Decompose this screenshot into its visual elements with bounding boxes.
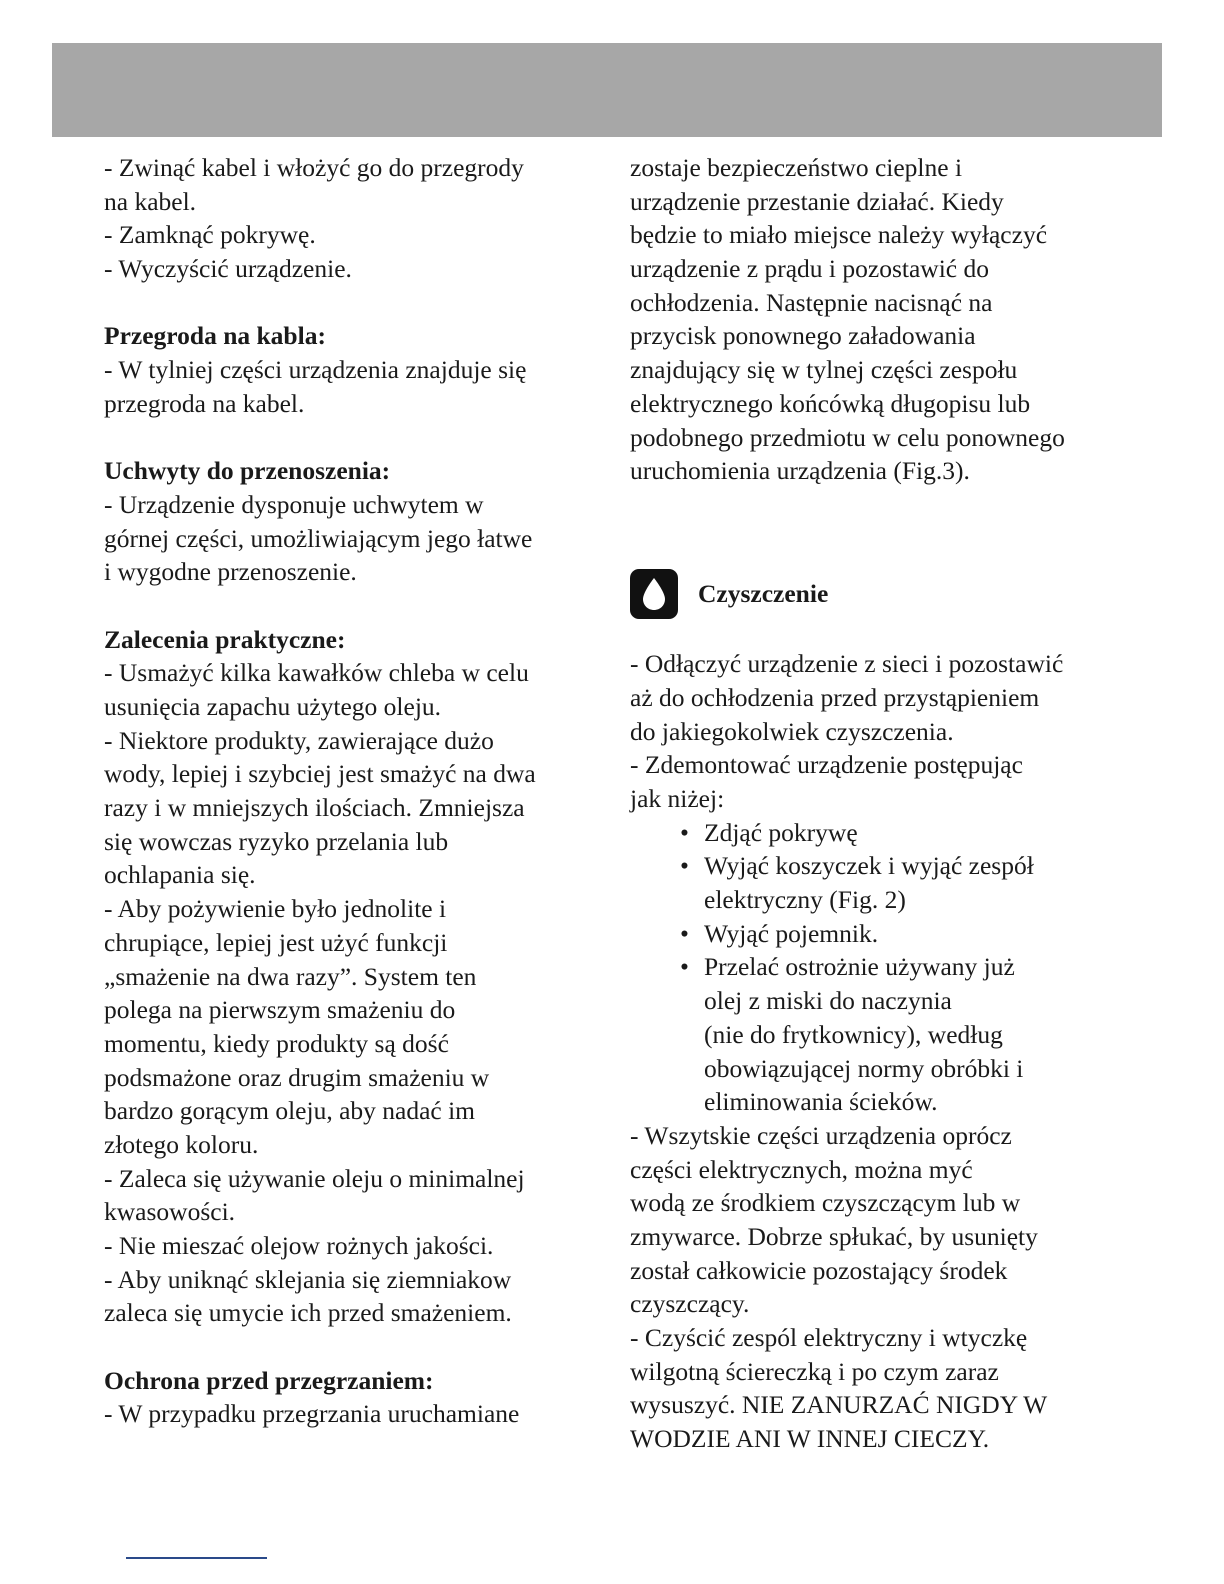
text-line: - Aby uniknąć sklejania się ziemniakow	[104, 1264, 512, 1294]
text-line: bardzo gorącym oleju, aby nadać im	[104, 1096, 476, 1126]
text-line: polega na pierwszym smażeniu do	[104, 995, 456, 1025]
list-item	[630, 917, 1130, 951]
list-item-text: eliminowania ścieków.	[704, 1087, 938, 1117]
text-line: - Odłączyć urządzenie z sieci i pozostawić	[630, 649, 1064, 679]
text-line: - Urządzenie dysponuje uchwytem w	[104, 489, 484, 519]
text-line: przegroda na kabel.	[104, 388, 305, 418]
text-line: - Niektore produkty, zawierające dużo	[104, 725, 494, 755]
text-line: będzie to miało miejsce należy wyłączyć	[630, 220, 1048, 250]
text-line: aż do ochłodzenia przed przystąpieniem	[630, 682, 1040, 712]
list-item-text: elektryczny (Fig. 2)	[704, 885, 906, 915]
bullet: •	[680, 817, 689, 847]
text-line: momentu, kiedy produkty są dość	[104, 1028, 449, 1058]
text-line: wodą ze środkiem czyszczącym lub w	[630, 1188, 1021, 1218]
right-column	[630, 151, 1130, 1456]
bullet: •	[680, 918, 689, 948]
text-line: - Aby pożywienie było jednolite i	[104, 894, 447, 924]
text-line: - Czyścić zespól elektryczny i wtyczkę	[630, 1323, 1028, 1353]
list-item	[630, 816, 1130, 850]
text-line: i wygodne przenoszenie.	[104, 557, 357, 587]
text-line: - Wyczyścić urządzenie.	[104, 254, 352, 284]
list-item-text: Wyjąć pojemnik.	[704, 918, 879, 948]
text-line: został całkowicie pozostający środek	[630, 1255, 1008, 1285]
text-line: „smażenie na dwa razy”. System ten	[104, 961, 477, 991]
list-item-text: Przelać ostrożnie używany już	[704, 952, 1015, 982]
text-line: się wowczas ryzyko przelania lub	[104, 826, 449, 856]
text-line: zmywarce. Dobrze spłukać, by usunięty	[630, 1221, 1038, 1251]
text-line: kwasowości.	[104, 1197, 236, 1227]
text-line: uruchomienia urządzenia (Fig.3).	[630, 456, 970, 486]
text-line: - Zamknąć pokrywę.	[104, 220, 316, 250]
text-line: - Zdemontować urządzenie postępując	[630, 750, 1023, 780]
cleaning-title: Czyszczenie	[698, 579, 829, 609]
list-item-text: (nie do frytkownicy), według	[704, 1019, 1003, 1049]
header-bar	[52, 43, 1162, 137]
water-drop-icon	[630, 569, 678, 619]
section-heading-handles: Uchwyty do przenoszenia:	[104, 456, 391, 486]
text-line: na kabel.	[104, 186, 197, 216]
text-line: górnej części, umożliwiającym jego łatwe	[104, 523, 533, 553]
text-line: zaleca się umycie ich przed smażeniem.	[104, 1298, 512, 1328]
text-line: - W przypadku przegrzania uruchamiane	[104, 1399, 520, 1429]
list-item-text: obowiązującej normy obróbki i	[704, 1053, 1024, 1083]
section-heading-tips: Zalecenia praktyczne:	[104, 624, 346, 654]
text-line: wysuszyć. NIE ZANURZAĆ NIGDY W	[630, 1390, 1048, 1420]
text-line: części elektrycznych, można myć	[630, 1154, 973, 1184]
text-line: do jakiegokolwiek czyszczenia.	[630, 716, 954, 746]
text-line: jak niżej:	[630, 784, 725, 814]
text-line: ochłodzenia. Następnie nacisnąć na	[630, 287, 993, 317]
text-line: usunięcia zapachu użytego oleju.	[104, 692, 442, 721]
text-line: przycisk ponownego załadowania	[630, 321, 976, 351]
list-item-text: Wyjąć koszyczek i wyjąć zespół	[704, 851, 1034, 881]
text-line: ochlapania się.	[104, 860, 256, 890]
text-line: elektrycznego końcówką długopisu lub	[630, 388, 1031, 418]
text-line: WODZIE ANI W INNEJ CIECZY.	[630, 1424, 990, 1454]
text-line: urządzenie przestanie działać. Kiedy	[630, 186, 1004, 216]
text-line: wilgotną ściereczką i po czym zaraz	[630, 1356, 999, 1386]
text-line: - Usmażyć kilka kawałków chleba w celu	[104, 658, 529, 688]
text-line: podobnego przedmiotu w celu ponownego	[630, 422, 1065, 452]
footer-rule	[126, 1557, 267, 1559]
text-line: wody, lepiej i szybciej jest smażyć na dwa	[104, 759, 536, 789]
water-drop-icon-glyph	[641, 577, 667, 611]
text-line: podsmażone oraz drugim smażeniu w	[104, 1062, 490, 1092]
left-column	[104, 151, 594, 1431]
text-line: - Zaleca się używanie oleju o minimalnej	[104, 1163, 525, 1193]
text-line: - Wszytskie części urządzenia oprócz	[630, 1120, 1012, 1150]
disassembly-steps-list	[630, 816, 1130, 1119]
list-item	[630, 950, 1130, 1118]
text-line: znajdujący się w tylnej części zespołu	[630, 355, 1018, 385]
text-line: - W tylniej części urządzenia znajduje się	[104, 355, 527, 385]
section-heading-cable: Przegroda na kabla:	[104, 321, 326, 351]
bullet: •	[680, 952, 689, 982]
text-line: urządzenie z prądu i pozostawić do	[630, 254, 989, 284]
text-line: złotego koloru.	[104, 1129, 259, 1159]
cleaning-section-header	[630, 555, 1130, 647]
text-line: razy i w mniejszych ilościach. Zmniejsza	[104, 793, 525, 823]
text-line: - Nie mieszać olejow rożnych jakości.	[104, 1231, 494, 1260]
list-item-text: Zdjąć pokrywę	[704, 817, 858, 847]
text-line: czyszczący.	[630, 1289, 750, 1319]
bullet: •	[680, 851, 689, 881]
section-heading-overheat: Ochrona przed przegrzaniem:	[104, 1365, 434, 1395]
list-item-text: olej z miski do naczynia	[704, 986, 952, 1016]
text-line: - Zwinąć kabel i włożyć go do przegrody	[104, 153, 524, 182]
text-line: chrupiące, lepiej jest użyć funkcji	[104, 927, 448, 957]
text-line: zostaje bezpieczeństwo cieplne i	[630, 153, 963, 182]
list-item	[630, 849, 1130, 916]
